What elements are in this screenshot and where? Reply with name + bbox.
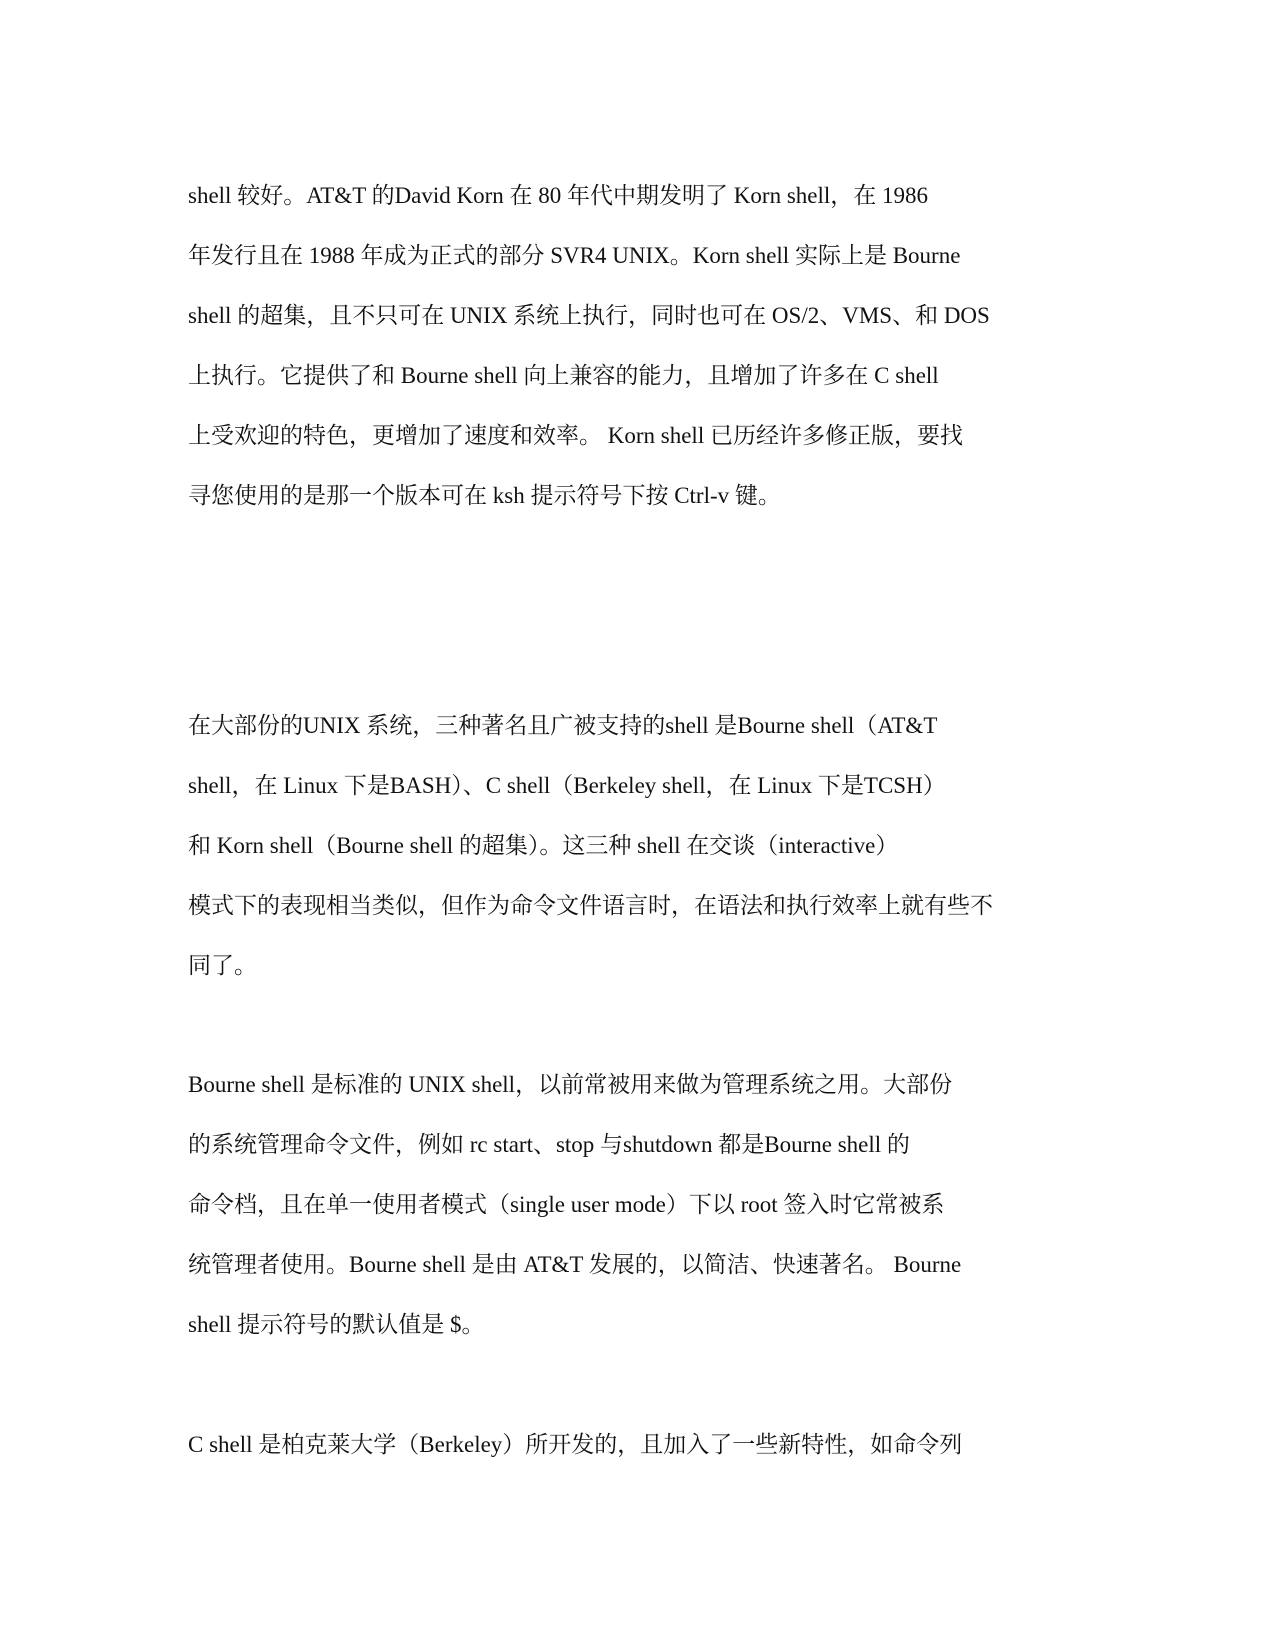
text-line: 同了。	[188, 953, 257, 978]
text-line: shell 的超集，且不只可在 UNIX 系统上执行，同时也可在 OS/2、VMS、和 DOS	[188, 303, 990, 328]
text-line: 在大部份的UNIX 系统，三种著名且广被支持的shell 是Bourne shell（AT&T	[188, 713, 938, 738]
text-line: shell，在 Linux 下是BASH）、C shell（Berkeley shell，在 Linux 下是TCSH）	[188, 773, 946, 798]
text-line: C shell 是柏克莱大学（Berkeley）所开发的，且加入了一些新特性，如命令列	[188, 1432, 963, 1457]
text-line: shell 较好。AT&T 的David Korn 在 80 年代中期发明了 Korn shell，在 1986	[188, 183, 929, 208]
text-line: 的系统管理命令文件，例如 rc start、stop 与shutdown 都是Bourne shell 的	[188, 1132, 910, 1157]
text-line: 年发行且在 1988 年成为正式的部分 SVR4 UNIX。Korn shell 实际上是 Bourne	[188, 243, 961, 268]
text-line: 命令档，且在单一使用者模式（single user mode）下以 root 签入时它常被系	[188, 1192, 945, 1217]
text-line: 统管理者使用。Bourne shell 是由 AT&T 发展的，以简洁、快速著名。 Bourne	[188, 1252, 962, 1277]
text-line: shell 提示符号的默认值是 $。	[188, 1312, 485, 1337]
text-line: 和 Korn shell（Bourne shell 的超集）。这三种 shell 在交谈（interactive）	[188, 833, 899, 858]
text-line: 上执行。它提供了和 Bourne shell 向上兼容的能力，且增加了许多在 C shell	[188, 363, 939, 388]
text-line: 寻您使用的是那一个版本可在 ksh 提示符号下按 Ctrl-v 键。	[188, 483, 781, 508]
text-line: Bourne shell 是标准的 UNIX shell，以前常被用来做为管理系统之用。大部份	[188, 1072, 953, 1097]
text-line: 上受欢迎的特色，更增加了速度和效率。 Korn shell 已历经许多修正版，要找	[188, 423, 963, 448]
text-line: 模式下的表现相当类似，但作为命令文件语言时，在语法和执行效率上就有些不	[188, 893, 993, 918]
